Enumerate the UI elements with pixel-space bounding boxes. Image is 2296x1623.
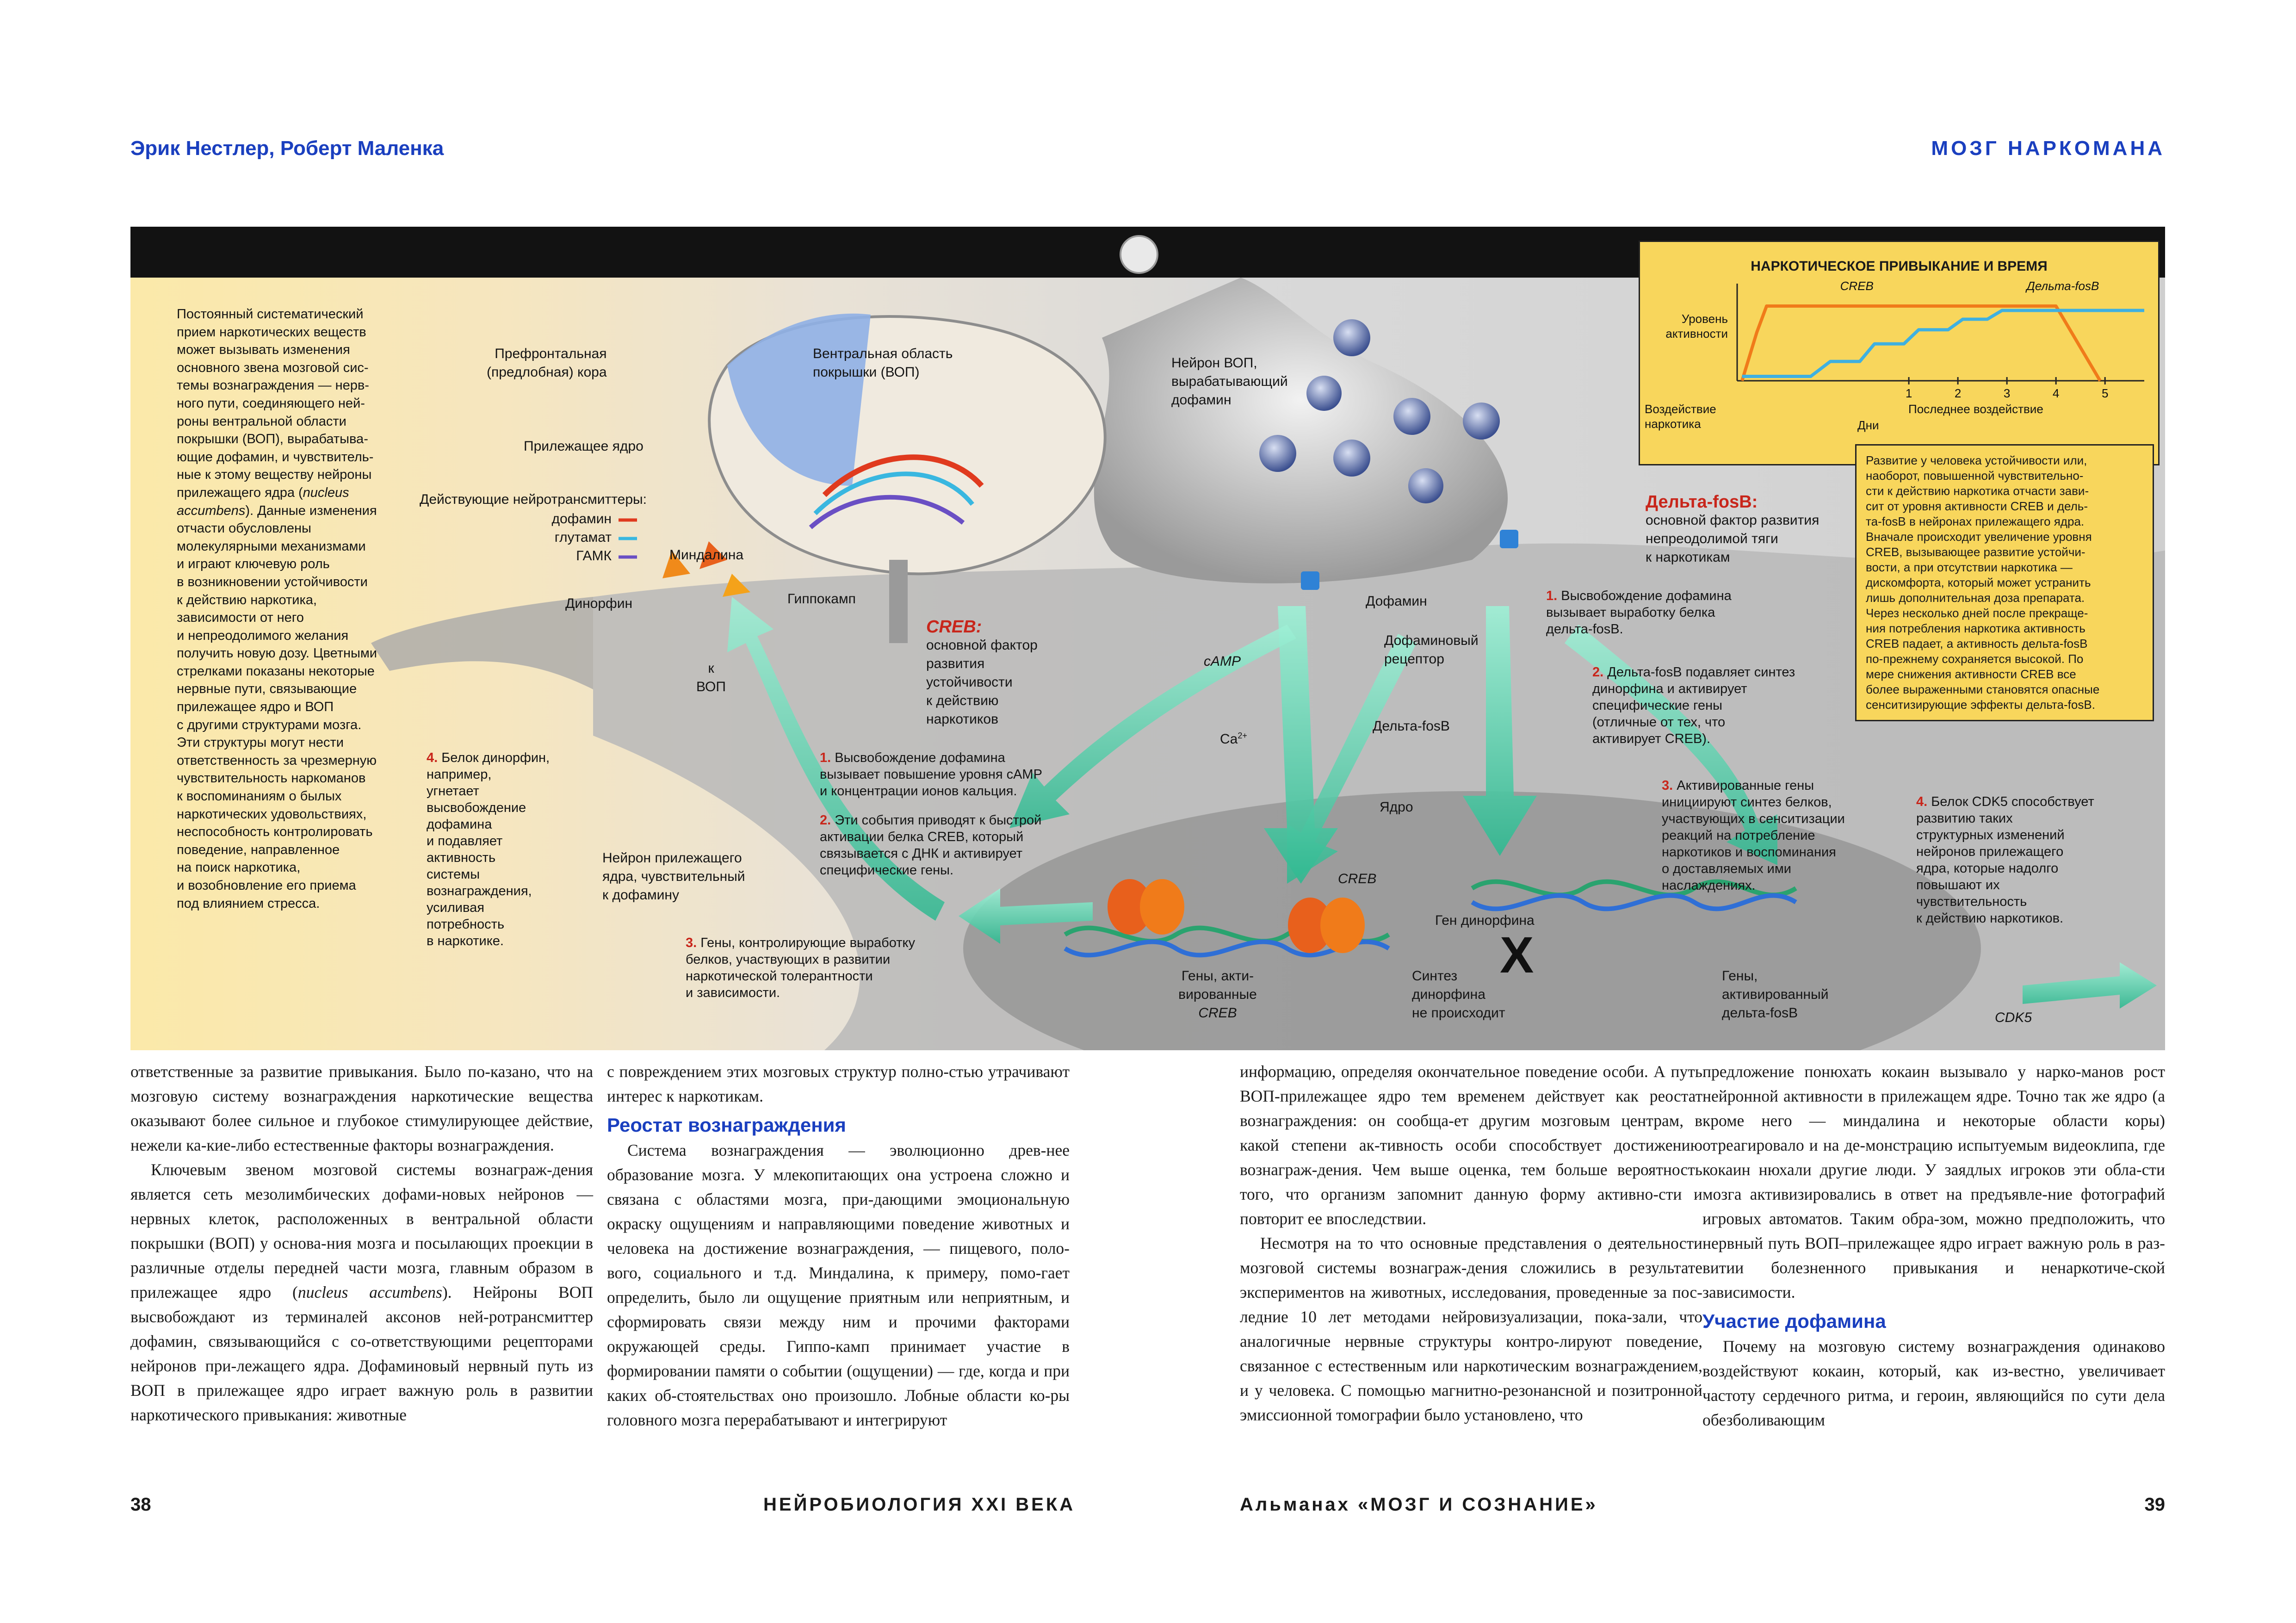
figure-intro-text: Постоянный систематический прием наркотических веществ может вызывать изменения основного звена мозговой сис- темы вознаграждения — нерв- ного пути, соединяющего ней- роны вентральной области покрышки (ВОП), вырабатыва- ющие дофамин, и чувствитель- ные к этому веществу нейроны прилежащего ядра (nucleus accumbens). Данные изменения отчасти обусловлены молекулярными механизмами и играют ключевую роль в возникновении устойчивости к действию наркотика, зависимости от него и непреодолимого желания получить новую дозу. Цветными стрелками показаны некоторые нервные пути, связывающие прилежащее ядро и ВОП с другими структурами мозга. Эти структуры могут нести ответственность за чрезмерную чувствительность наркоманов к воспоминаниям о былых наркотических удовольствиях, неспособность контролировать поведение, направленное на поиск наркотика, и возобновление его приема под влиянием стресса. bbox=[177, 307, 377, 911]
text-column-2 bbox=[607, 1059, 1070, 1432]
label-creb-genes: Гены, акти- вированные CREB bbox=[1178, 968, 1257, 1021]
text-column-3 bbox=[1240, 1059, 1702, 1427]
creb-box bbox=[926, 618, 1038, 729]
chart-x-tick-label: 4 bbox=[2052, 386, 2060, 400]
vesicle bbox=[1259, 435, 1296, 472]
page-number-left: 38 bbox=[130, 1494, 151, 1515]
illustration-figure bbox=[130, 227, 2165, 1050]
vta-neuron-soma bbox=[1120, 236, 1157, 273]
deltafosb-description: основной фактор развития непреодолимой тяги к наркотикам bbox=[1646, 513, 1819, 565]
transmitter-legend-swatches bbox=[616, 514, 639, 569]
vesicle bbox=[1306, 376, 1342, 411]
label-dopamine: Дофамин bbox=[1366, 594, 1427, 609]
label-neurotransmitters-title: Действующие нейротрансмиттеры: bbox=[420, 492, 647, 507]
vta-terminal bbox=[1094, 278, 1508, 583]
paragraph: Почему на мозговую систему вознаграждения одинаково воздействуют кокаин, который, как из-вестно, увеличивает частоту сердечного ритма, и героин, являющийся по сути дела обезболивающим bbox=[1702, 1337, 2165, 1429]
creb-step-3: 3. Гены, контролирующие выработку белков, участвующих в развитии наркотической толерантности и зависимости. bbox=[686, 935, 915, 1000]
label-prefrontal-cortex: Префронтальная (предлобная) кора bbox=[487, 346, 607, 380]
label-vta: Вентральная область покрышки (ВОП) bbox=[813, 346, 953, 380]
creb-description: основной фактор развития устойчивости к действию наркотиков bbox=[926, 638, 1038, 727]
paragraph: информацию, определяя окончательное поведение особи. А путь ВОП-прилежащее ядро тем временем действует как реостат вознаграждения: он сообща-ет другим мозговым центрам, в какой степени ак-тивность особи способствует достижению вознаграж-дения. Чем выше оценка, тем больше вероятность того, что организм запомнит данную форму активно-сти и повторит ее впоследствии. bbox=[1240, 1062, 1702, 1228]
paragraph: с повреждением этих мозговых структур полно-стью утрачивают интерес к наркотикам. bbox=[607, 1062, 1070, 1105]
creb-protein bbox=[1140, 879, 1184, 935]
creb-protein bbox=[1320, 898, 1365, 953]
deltafosb-title: Дельта-fosB: bbox=[1646, 492, 1758, 512]
chart-ylabel: Уровень активности bbox=[1665, 312, 1728, 341]
label-deltafosb: Дельта-fosB bbox=[1373, 719, 1450, 734]
paragraph: Система вознаграждения — эволюционно древ-нее образование мозга. У млекопитающих она устроена сложно и связана с областями мозга, при-дающими эмоциональную окраску ощущениям и направляющими поведение животных и человека на достижение вознаграждения, — пищевого, поло-вого, социального и т.д. Миндалина, к примеру, помо-гает определить, было ли ощущение приятным или неприятным, и сформировать связи между ним и прочими факторами окружающей среды. Гиппо-камп принимает участие в формировании памяти о событии (ощущении) — где, когда и при каких об-стоятельствах оно произошло. Лобные области ко-ры головного мозга перерабатывают и интегрируют bbox=[607, 1141, 1070, 1429]
addiction-time-chart bbox=[1639, 241, 2160, 465]
footer-title-left: НЕЙРОБИОЛОГИЯ XXI ВЕКА bbox=[763, 1494, 1076, 1515]
deltafosb-step-4: 4. Белок CDK5 способствует развитию таких структурных изменений нейронов прилежащего ядра, которые надолго повышают их чувствительность к действию наркотиков. bbox=[1916, 794, 2094, 926]
creb-step-4: 4. Белок динорфин, например, угнетает высвобождение дофамина и подавляет активность системы вознаграждения, усиливая потребность в наркотике. bbox=[427, 750, 550, 948]
chart-series-line-deltafosb bbox=[1742, 310, 2144, 377]
label-amygdala: Миндалина bbox=[669, 547, 744, 563]
label-hippocampus: Гиппокамп bbox=[787, 591, 856, 607]
paragraph: Несмотря на то что основные представления о деятельности мозговой системы вознаграж-дения сложились в результате экспериментов на животных, исследования, проведенные за пос-ледние 10 лет методами нейровизуализации, пока-зали, что аналогичные нервные структуры контро-лируют поведение, связанное с естественным или наркотическим вознаграждением, и у человека. С помощью магнитно-резонансной и позитронной эмиссионной томографии было установлено, что bbox=[1240, 1234, 1702, 1424]
vesicle bbox=[1463, 403, 1500, 440]
label-nucleus-accumbens: Прилежащее ядро bbox=[524, 439, 644, 454]
chart-xlabel-left: Воздействие наркотика bbox=[1645, 402, 1716, 431]
vesicle bbox=[1408, 468, 1443, 503]
chart-series-line-creb bbox=[1742, 306, 2100, 381]
page-number-right: 39 bbox=[2144, 1494, 2165, 1515]
dopamine-receptor bbox=[1500, 530, 1518, 548]
header-section-title: МОЗГ НАРКОМАНА bbox=[1931, 137, 2165, 160]
label-dynorphin-gene: Ген динорфина bbox=[1435, 913, 1535, 928]
dopamine-receptor bbox=[1301, 571, 1319, 590]
chart-series-label: Дельта-fosB bbox=[2026, 279, 2099, 293]
chart-xlabel-right: Последнее воздействие bbox=[1908, 402, 2043, 416]
label-creb: CREB bbox=[1338, 871, 1377, 886]
text-column-1 bbox=[130, 1059, 593, 1427]
creb-step-2: 2. Эти события приводят к быстрой активации белка CREB, который связывается с ДНК и активирует специфические гены. bbox=[820, 813, 1042, 878]
label-to-vta: к ВОП bbox=[696, 661, 726, 694]
paragraph: ответственные за развитие привыкания. Было по-казано, что на мозговую систему вознаграждения наркотические вещества оказывают более сильное и глубокое стимулирующее действие, нежели ка-кие-либо естественные факторы вознаграждения. bbox=[130, 1062, 593, 1154]
vesicle bbox=[1333, 440, 1370, 477]
label-no-dynorphin-synthesis: Синтез динорфина не происходит bbox=[1412, 968, 1505, 1021]
deltafosb-step-2: 2. Дельта-fosB подавляет синтез динорфина и активирует специфические гены (отличные от тех, что активирует CREB). bbox=[1592, 665, 1795, 746]
creb-step-1: 1. Высвобождение дофамина вызывает повышение уровня cAMP и концентрации ионов кальция. bbox=[820, 750, 1042, 799]
vesicle bbox=[1333, 319, 1370, 356]
label-camp: cAMP bbox=[1204, 654, 1241, 669]
paragraph: предложение понюхать кокаин вызывало у нарко-манов рост нейронной активности в прилежащем ядре. Точно так же ядро (а кроме него — миндалина и некоторые области коры) отреагировало и на де-монстрацию испытуемым видеоклипа, где кокаин нюхали другие люди. У заядлых игроков эти обла-сти мозга активизировались в ответ на предъявле-ние фотографий игровых автоматов. Таким обра-зом, можно предположить, что нервный путь ВОП–прилежащее ядро играет важную роль в раз-витии болезненного привыкания и ненаркотиче-ской зависимости. bbox=[1702, 1062, 2165, 1301]
chart-x-tick-label: 1 bbox=[1905, 386, 1912, 400]
section-heading-dopamine: Участие дофамина bbox=[1702, 1310, 1886, 1332]
legend-neurotransmitters: дофамин глутамат ГАМК bbox=[551, 511, 612, 564]
label-calcium: $Ca^{2+}$ bbox=[1220, 731, 1247, 747]
vesicle bbox=[1393, 398, 1430, 435]
label-deltafosb-genes: Гены, активированный дельта-fosB bbox=[1722, 968, 1829, 1021]
chart-note-box: Развитие у человека устойчивости или, наоборот, повышенной чувствительно- сти к действию наркотика отчасти зави- сит от уровня активности CREB и дель- та-fosB в нейронах прилежащего ядра. Вначале происходит увеличение уровня CREB, вызывающее развитие устойчи- вости, а при отсутствии наркотика — дискомфорта, который может устранить лишь дополнительная доза препарата. Через несколько дней после прекраще- ния потребления наркотика активность CREB падает, а активность дельта-fosB по-прежнему сохраняется высокой. По мере снижения активности CREB все более выраженными становятся опасные сенситизирующие эффекты дельта-fosB. bbox=[1855, 444, 2154, 721]
header-authors: Эрик Нестлер, Роберт Маленка bbox=[130, 137, 444, 160]
deltafosb-step-1: 1. Высвобождение дофамина вызывает выработку белка дельта-fosB. bbox=[1546, 588, 1732, 637]
section-heading-reostat: Реостат вознаграждения bbox=[607, 1114, 846, 1136]
chart-x-tick-label: 2 bbox=[1954, 386, 1962, 400]
label-dopamine-receptor: Дофаминовый рецептор bbox=[1384, 633, 1479, 667]
chart-days-label: Дни bbox=[1857, 418, 1879, 432]
label-vta-neuron: Нейрон ВОП, вырабатывающий дофамин bbox=[1171, 355, 1288, 408]
paragraph: Ключевым звеном мозговой системы вознаграж-дения является сеть мезолимбических дофами-новых нейронов — нервных клеток, расположенных в вентральной области покрышки (ВОП) у основа-ния мозга и посылающих проекции в различные отделы передней части мозга, главным образом в прилежащее ядро (nucleus accumbens). Нейроны ВОП высвобождают из терминалей аксонов ней-ротрансмиттер дофамин, связывающийся с со-ответствующими рецепторами нейронов при-лежащего ядра. Дофаминовый нервный путь из ВОП в прилежащее ядро играет важную роль в развитии наркотического привыкания: животные bbox=[130, 1160, 593, 1424]
footer-title-right: Альманах «МОЗГ И СОЗНАНИЕ» bbox=[1240, 1494, 1598, 1515]
chart-series-label: CREB bbox=[1840, 279, 1874, 293]
chart-title: НАРКОТИЧЕСКОЕ ПРИВЫКАНИЕ И ВРЕМЯ bbox=[1751, 259, 2048, 274]
text-column-4 bbox=[1702, 1059, 2165, 1432]
creb-title: CREB: bbox=[926, 617, 982, 637]
label-accumbens-neuron: Нейрон прилежащего ядра, чувствительный к дофамину bbox=[602, 850, 745, 903]
chart-x-tick-label: 5 bbox=[2101, 386, 2109, 400]
gene-blocked-x: X bbox=[1500, 927, 1534, 984]
label-cdk5: CDK5 bbox=[1995, 1010, 2032, 1025]
chart-x-tick-label: 3 bbox=[2003, 386, 2011, 400]
label-cell-nucleus: Ядро bbox=[1380, 799, 1413, 815]
label-dynorphin: Динорфин bbox=[565, 596, 633, 611]
deltafosb-step-3: 3. Активированные гены инициируют синтез белков, участвующих в сенситизации реакций на потребление наркотиков и воспоминания о доставляемых ими наслаждениях. bbox=[1662, 778, 1845, 893]
deltafosb-box bbox=[1646, 493, 1819, 567]
